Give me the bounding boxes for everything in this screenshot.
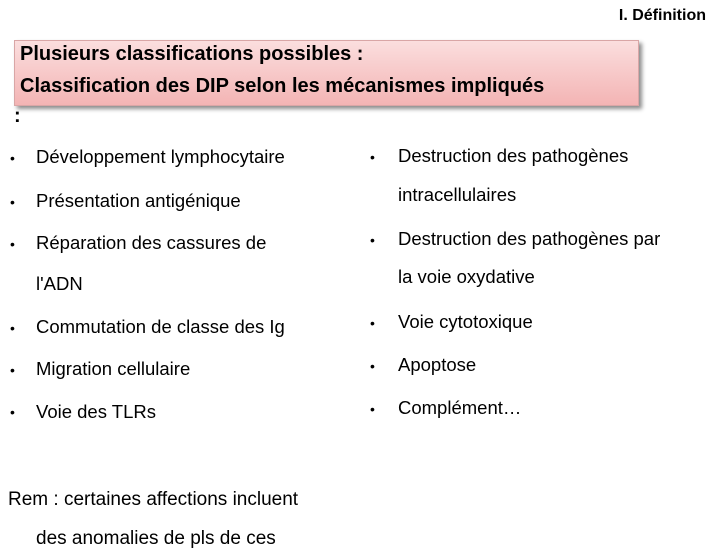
list-item-continuation: intracellulaires xyxy=(398,184,517,205)
list-item: Présentation antigénique xyxy=(36,190,241,211)
list-item: Développement lymphocytaire xyxy=(36,146,285,167)
title-line-2: Classification des DIP selon les mécanismes impliqués xyxy=(20,75,545,97)
bullet-icon: • xyxy=(370,232,375,248)
bullet-icon: • xyxy=(10,362,15,378)
list-item: Réparation des cassures de xyxy=(36,232,267,253)
bullet-icon: • xyxy=(10,150,15,166)
list-item: Complément… xyxy=(398,397,522,418)
list-item: Destruction des pathogènes xyxy=(398,145,629,166)
list-item: Voie des TLRs xyxy=(36,401,156,422)
bullet-icon: • xyxy=(370,358,375,374)
remark-line-1: Rem : certaines affections incluent xyxy=(8,489,299,510)
list-item: Migration cellulaire xyxy=(36,358,191,379)
bullet-icon: • xyxy=(10,320,15,336)
list-item-continuation: la voie oxydative xyxy=(398,266,535,287)
list-item: Destruction des pathogènes par xyxy=(398,228,661,249)
remark-line-2: des anomalies de pls de ces xyxy=(36,528,276,549)
bullet-icon: • xyxy=(10,236,15,252)
section-header: I. Définition xyxy=(618,7,706,24)
title-line-3: : xyxy=(14,105,21,127)
title-line-1: Plusieurs classifications possibles : xyxy=(20,43,364,65)
bullet-icon: • xyxy=(370,315,375,331)
bullet-icon: • xyxy=(370,401,375,417)
list-item-continuation: l'ADN xyxy=(36,273,83,294)
bullet-icon: • xyxy=(10,404,15,420)
list-item: Apoptose xyxy=(398,354,477,375)
bullet-icon: • xyxy=(370,149,375,165)
bullet-icon: • xyxy=(10,194,15,210)
list-item: Voie cytotoxique xyxy=(398,311,533,332)
list-item: Commutation de classe des Ig xyxy=(36,316,285,337)
